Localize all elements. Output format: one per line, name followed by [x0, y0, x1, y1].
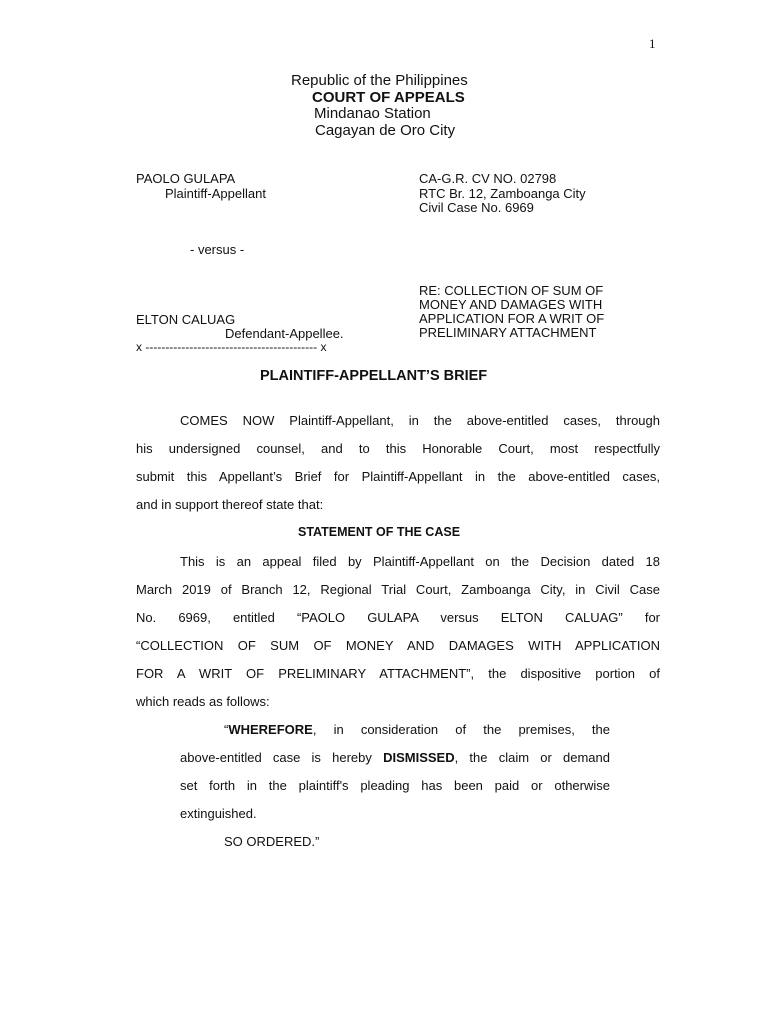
paragraph-line: March 2019 of Branch 12, Regional Trial Court, Zamboanga City, in Civil Case — [136, 582, 660, 597]
wherefore-word: WHEREFORE — [228, 722, 313, 737]
paragraph-line: submit this Appellant’s Brief for Plaintiff-Appellant in the above-entitled cases, — [136, 469, 660, 484]
quote-line — [180, 716, 610, 744]
paragraph-line: his undersigned counsel, and to this Honorable Court, most respectfully — [136, 441, 660, 456]
quote-text: , in consideration of the premises, the — [312, 722, 610, 737]
header-court: COURT OF APPEALS — [312, 89, 465, 106]
re-line: MONEY AND DAMAGES WITH — [419, 297, 603, 312]
header-republic: Republic of the Philippines — [291, 72, 468, 89]
header-station: Mindanao Station — [314, 105, 431, 122]
civil-case-number: Civil Case No. 6969 — [419, 200, 534, 215]
trial-court: RTC Br. 12, Zamboanga City — [419, 186, 586, 201]
quote-line: set forth in the plaintiff's pleading has been paid or otherwise — [180, 778, 610, 793]
header-city: Cagayan de Oro City — [315, 122, 456, 139]
quote-line: extinguished. — [180, 806, 257, 821]
versus-label: - versus - — [190, 242, 245, 257]
open-quote: “ — [224, 722, 229, 737]
paragraph-line: and in support thereof state that: — [136, 497, 324, 512]
defendant-role: Defendant-Appellee. — [225, 326, 344, 341]
so-ordered: SO ORDERED.” — [224, 834, 320, 849]
section-heading: STATEMENT OF THE CASE — [298, 525, 461, 539]
paragraph-line: FOR A WRIT OF PRELIMINARY ATTACHMENT”, the dispositive portion of — [136, 666, 660, 681]
case-number: CA-G.R. CV NO. 02798 — [419, 171, 557, 186]
quote-text: above-entitled case is hereby — [180, 750, 384, 765]
re-line: RE: COLLECTION OF SUM OF — [419, 283, 604, 298]
page-number: 1 — [649, 36, 656, 51]
dismissed-word: DISMISSED — [383, 750, 455, 765]
plaintiff-name: PAOLO GULAPA — [136, 171, 236, 186]
defendant-name: ELTON CALUAG — [136, 312, 236, 327]
plaintiff-role: Plaintiff-Appellant — [165, 186, 266, 201]
paragraph-line: This is an appeal filed by Plaintiff-Appellant on the Decision dated 18 — [180, 554, 660, 569]
caption-separator: x ------------------------------------------- x — [136, 340, 327, 354]
dispositive-quote — [180, 716, 610, 856]
paragraph-line: No. 6969, entitled “PAOLO GULAPA versus ELTON CALUAG” for — [136, 610, 660, 625]
intro-paragraph — [136, 407, 660, 519]
paragraph-line: COMES NOW Plaintiff-Appellant, in the above-entitled cases, through — [180, 413, 660, 428]
case-paragraph — [136, 548, 660, 716]
quote-text: , the claim or demand — [454, 750, 610, 765]
quote-line — [180, 744, 610, 772]
paragraph-line: “COLLECTION OF SUM OF MONEY AND DAMAGES WITH APPLICATION — [136, 638, 660, 653]
brief-title: PLAINTIFF-APPELLANT’S BRIEF — [260, 368, 488, 384]
paragraph-line: which reads as follows: — [136, 694, 270, 709]
re-line: PRELIMINARY ATTACHMENT — [419, 325, 597, 340]
re-line: APPLICATION FOR A WRIT OF — [419, 311, 605, 326]
